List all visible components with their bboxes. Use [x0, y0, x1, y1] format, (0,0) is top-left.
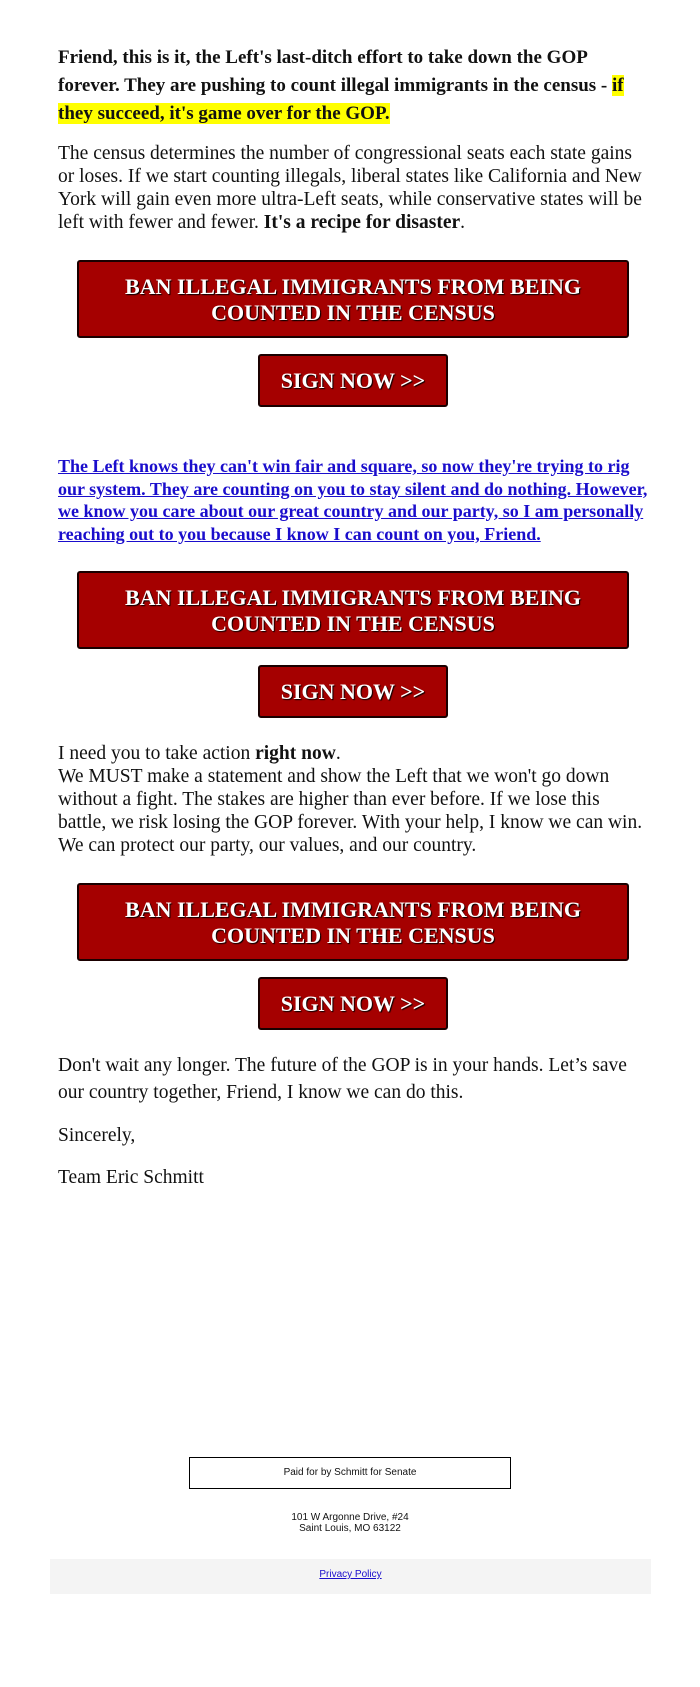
census-bold: It's a recipe for disaster — [263, 212, 461, 233]
email-body — [58, 44, 648, 1190]
paid-for-disclaimer: Paid for by Schmitt for Senate — [189, 1457, 511, 1489]
sign-now-button-1[interactable]: SIGN NOW >> — [258, 354, 448, 407]
action-lead-end: . — [335, 743, 341, 764]
closing-paragraph: Don't wait any longer. The future of the GOP is in your hands. Let’s save our country together, Friend, I know we can do this. — [58, 1055, 627, 1103]
privacy-bar — [50, 1559, 651, 1594]
action-bold: right now — [255, 743, 336, 764]
ban-census-banner-button-1[interactable]: BAN ILLEGAL IMMIGRANTS FROM BEING COUNTED IN THE CENSUS — [77, 260, 629, 338]
action-rest: We MUST make a statement and show the Left that we won't go down without a fight. The stakes are higher than ever before. If we lose this battle, we risk losing the GOP forever. With your help, I know we can win. We can protect our party, our values, and our country. — [58, 766, 643, 856]
ban-census-banner-button-2[interactable]: BAN ILLEGAL IMMIGRANTS FROM BEING COUNTED IN THE CENSUS — [77, 571, 629, 649]
census-paragraph — [58, 142, 648, 234]
action-lead: I need you to take action — [58, 743, 256, 764]
census-text: The census determines the number of congressional seats each state gains or loses. If we start counting illegals, liberal states like California and New York will gain even more ultra-Left seats, while conservative states will be left with fewer and fewer. — [58, 143, 642, 233]
intro-paragraph — [58, 44, 648, 128]
sign-now-button-3[interactable]: SIGN NOW >> — [258, 977, 448, 1030]
rig-system-link[interactable]: The Left knows they can't win fair and square, so now they're trying to rig our system. They are counting on you to stay silent and do nothing. However, we know you care about our great country and our party, so I am personally reaching out to you because I know I can count on you, Friend. — [58, 456, 648, 544]
sign-now-button-2[interactable]: SIGN NOW >> — [258, 665, 448, 718]
census-end: . — [460, 212, 466, 233]
mailing-address — [189, 1512, 511, 1534]
action-paragraph — [58, 742, 648, 857]
intro-text: Friend, this is it, the Left's last-ditch effort to take down the GOP forever. They are pushing to count illegal immigrants in the census - — [58, 47, 613, 96]
address-line-2: Saint Louis, MO 63122 — [299, 1523, 401, 1534]
ban-census-banner-button-3[interactable]: BAN ILLEGAL IMMIGRANTS FROM BEING COUNTED IN THE CENSUS — [77, 883, 629, 961]
intro-highlight: if they succeed, it's game over for the GOP. — [58, 75, 624, 124]
signature: Team Eric Schmitt — [58, 1167, 204, 1188]
privacy-policy-link[interactable]: Privacy Policy — [319, 1569, 382, 1580]
signoff: Sincerely, — [58, 1125, 136, 1146]
address-line-1: 101 W Argonne Drive, #24 — [291, 1512, 409, 1523]
